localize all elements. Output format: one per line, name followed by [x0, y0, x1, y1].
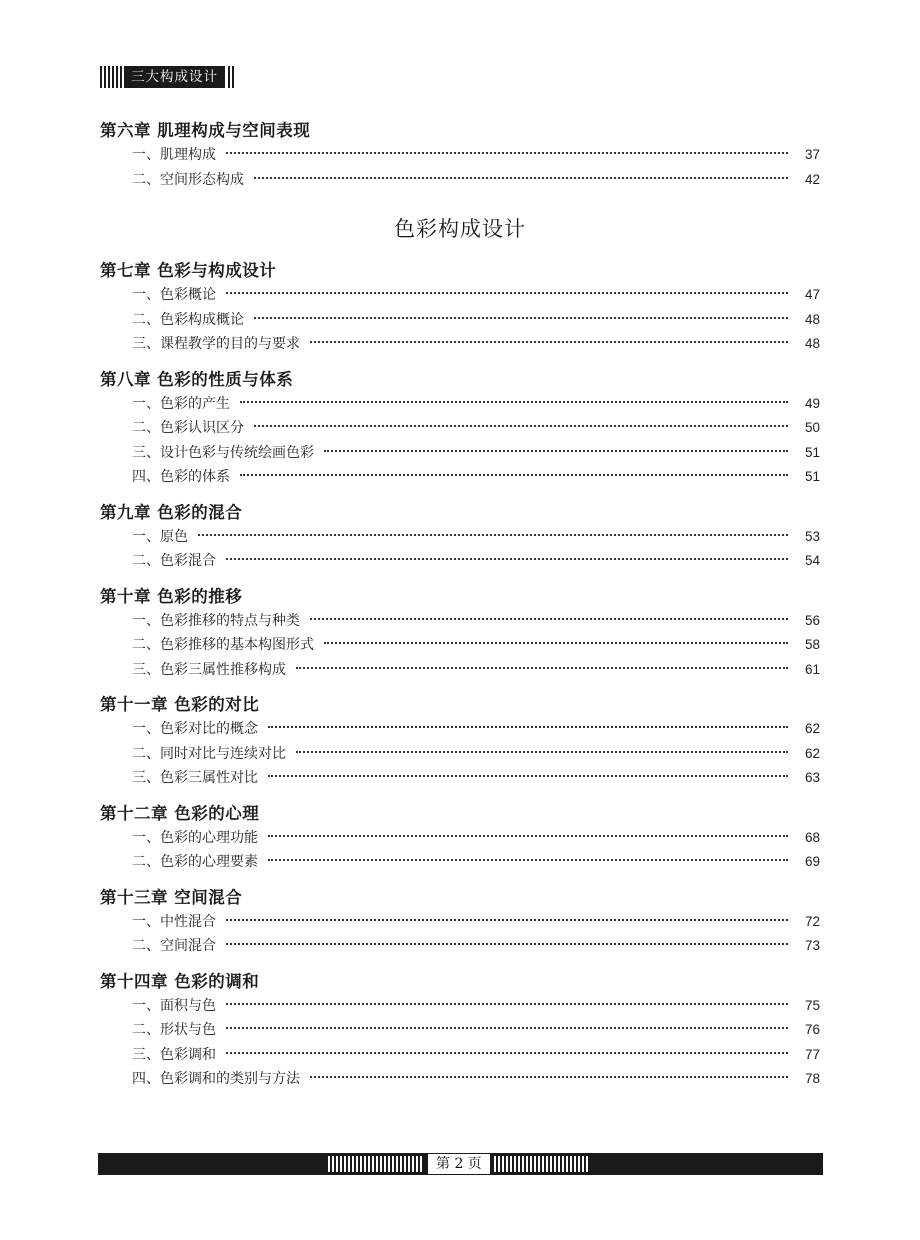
chapter-title: 第六章 肌理构成与空间表现 — [100, 121, 311, 140]
toc-entry-title: 一、色彩的心理功能 — [132, 829, 258, 846]
chapter-gap — [100, 682, 820, 692]
dot-leader — [324, 450, 788, 452]
dot-leader — [198, 534, 788, 536]
toc-entry-page: 50 — [804, 420, 820, 435]
toc-entry-title: 一、色彩概论 — [132, 287, 216, 303]
toc-entry-page: 68 — [804, 829, 820, 845]
toc-entry-page: 56 — [804, 612, 820, 628]
toc-entry-title: 二、空间混合 — [132, 938, 216, 954]
toc-entry-title: 一、面积与色 — [132, 997, 216, 1014]
toc-entry-page: 73 — [804, 938, 820, 953]
header-tail-decoration — [228, 66, 236, 88]
toc-entry-page: 42 — [804, 171, 820, 187]
toc-entry[interactable] — [100, 283, 820, 308]
toc-entry[interactable] — [100, 934, 820, 959]
chapter-gap — [100, 490, 820, 500]
section-title: 色彩构成设计 — [394, 217, 526, 241]
toc-entry-title: 二、形状与色 — [132, 1022, 216, 1038]
toc-entry[interactable] — [100, 525, 820, 550]
dot-leader — [240, 474, 788, 476]
toc-entry[interactable] — [100, 416, 820, 441]
header-title: 三大构成设计 — [124, 66, 225, 88]
toc-entry-title: 三、设计色彩与传统绘画色彩 — [132, 444, 314, 461]
toc-entry-title: 四、色彩的体系 — [132, 469, 230, 485]
toc-entry-page: 77 — [804, 1046, 820, 1062]
table-of-contents — [100, 118, 820, 1092]
toc-entry-title: 一、原色 — [132, 528, 188, 545]
toc-entry-page: 76 — [804, 1022, 820, 1037]
toc-entry-page: 58 — [804, 637, 820, 652]
dot-leader — [226, 152, 788, 154]
dot-leader — [254, 317, 788, 319]
chapter-gap — [100, 357, 820, 367]
toc-entry[interactable] — [100, 549, 820, 574]
toc-entry-title: 三、色彩三属性对比 — [132, 770, 258, 786]
toc-entry[interactable] — [100, 168, 820, 193]
chapter-gap — [100, 875, 820, 885]
toc-entry-title: 二、色彩认识区分 — [132, 420, 244, 436]
toc-entry-page: 69 — [804, 854, 820, 869]
toc-entry[interactable] — [100, 826, 820, 851]
toc-entry-page: 53 — [804, 528, 820, 544]
toc-entry-page: 51 — [804, 444, 820, 460]
toc-entry-title: 一、色彩对比的概念 — [132, 721, 258, 737]
dot-leader — [226, 919, 788, 921]
chapter-title: 第九章 色彩的混合 — [100, 502, 243, 522]
dot-leader — [268, 726, 788, 728]
dot-leader — [240, 401, 788, 403]
dot-leader — [310, 1076, 788, 1078]
footer-ticks-right — [494, 1156, 590, 1172]
dot-leader — [226, 292, 788, 294]
dot-leader — [226, 943, 788, 945]
chapter-gap — [100, 791, 820, 801]
dot-leader — [268, 775, 788, 777]
footer-page-marker — [328, 1153, 590, 1175]
toc-entry-title: 一、肌理构成 — [132, 147, 216, 163]
toc-entry-page: 75 — [804, 997, 820, 1013]
chapter-gap — [100, 959, 820, 969]
toc-entry-page: 72 — [804, 913, 820, 929]
dot-leader — [254, 425, 788, 427]
page-number: 第 2 页 — [428, 1154, 490, 1174]
toc-entry[interactable] — [100, 994, 820, 1019]
footer-ticks-left — [328, 1156, 424, 1172]
dot-leader — [310, 341, 788, 343]
running-header — [100, 66, 236, 88]
toc-entry[interactable] — [100, 465, 820, 490]
toc-entry[interactable] — [100, 308, 820, 333]
chapter-title: 第十二章 色彩的心理 — [100, 803, 260, 823]
dot-leader — [296, 667, 788, 669]
toc-entry[interactable] — [100, 658, 820, 683]
toc-entry[interactable] — [100, 850, 820, 875]
dot-leader — [226, 1052, 788, 1054]
toc-entry-page: 48 — [804, 311, 820, 327]
toc-entry-title: 四、色彩调和的类别与方法 — [132, 1071, 300, 1087]
toc-entry[interactable] — [100, 1018, 820, 1043]
toc-entry-title: 三、课程教学的目的与要求 — [132, 336, 300, 352]
chapter-gap — [100, 574, 820, 584]
toc-entry-page: 48 — [804, 336, 820, 351]
toc-entry[interactable] — [100, 717, 820, 742]
toc-part-color — [100, 258, 820, 1092]
toc-part-top — [100, 118, 820, 192]
toc-entry-title: 一、色彩的产生 — [132, 395, 230, 412]
chapter-title: 第十章 色彩的推移 — [100, 586, 243, 606]
dot-leader — [296, 751, 788, 753]
toc-entry-page: 37 — [804, 147, 820, 162]
toc-entry[interactable] — [100, 441, 820, 466]
dot-leader — [324, 642, 788, 644]
toc-entry-page: 62 — [804, 745, 820, 761]
toc-entry[interactable] — [100, 766, 820, 791]
chapter-title: 第十一章 色彩的对比 — [100, 695, 260, 714]
toc-entry[interactable] — [100, 910, 820, 935]
toc-entry[interactable] — [100, 609, 820, 634]
footer-bar — [98, 1153, 823, 1175]
toc-entry-title: 二、色彩推移的基本构图形式 — [132, 637, 314, 653]
toc-entry-title: 二、空间形态构成 — [132, 171, 244, 188]
toc-entry-title: 二、色彩的心理要素 — [132, 854, 258, 870]
dot-leader — [268, 835, 788, 837]
dot-leader — [268, 859, 788, 861]
toc-entry[interactable] — [100, 143, 820, 168]
dot-leader — [226, 1027, 788, 1029]
toc-entry[interactable] — [100, 392, 820, 417]
toc-entry[interactable] — [100, 332, 820, 357]
toc-entry-page: 78 — [804, 1071, 820, 1086]
toc-entry[interactable] — [100, 633, 820, 658]
header-bars-decoration — [100, 66, 124, 88]
chapter-title: 第十三章 空间混合 — [100, 887, 243, 907]
toc-entry-title: 二、色彩混合 — [132, 553, 216, 569]
toc-entry-page: 63 — [804, 770, 820, 785]
chapter-title: 第八章 色彩的性质与体系 — [100, 369, 294, 389]
dot-leader — [310, 618, 788, 620]
toc-entry-page: 49 — [804, 395, 820, 411]
dot-leader — [226, 558, 788, 560]
chapter-title: 第七章 色彩与构成设计 — [100, 261, 277, 280]
toc-entry-title: 一、色彩推移的特点与种类 — [132, 612, 300, 629]
toc-entry-page: 47 — [804, 287, 820, 302]
dot-leader — [254, 177, 788, 179]
toc-entry-page: 54 — [804, 553, 820, 568]
dot-leader — [226, 1003, 788, 1005]
toc-entry-title: 三、色彩调和 — [132, 1046, 216, 1063]
toc-entry-title: 三、色彩三属性推移构成 — [132, 661, 286, 678]
toc-entry-title: 二、同时对比与连续对比 — [132, 745, 286, 762]
toc-entry[interactable] — [100, 742, 820, 767]
toc-entry-page: 51 — [804, 469, 820, 484]
toc-entry-title: 二、色彩构成概论 — [132, 311, 244, 328]
toc-entry-page: 61 — [804, 661, 820, 677]
chapter-title: 第十四章 色彩的调和 — [100, 971, 260, 991]
toc-entry-title: 一、中性混合 — [132, 913, 216, 930]
toc-entry[interactable] — [100, 1043, 820, 1068]
toc-entry[interactable] — [100, 1067, 820, 1092]
toc-entry-page: 62 — [804, 721, 820, 736]
